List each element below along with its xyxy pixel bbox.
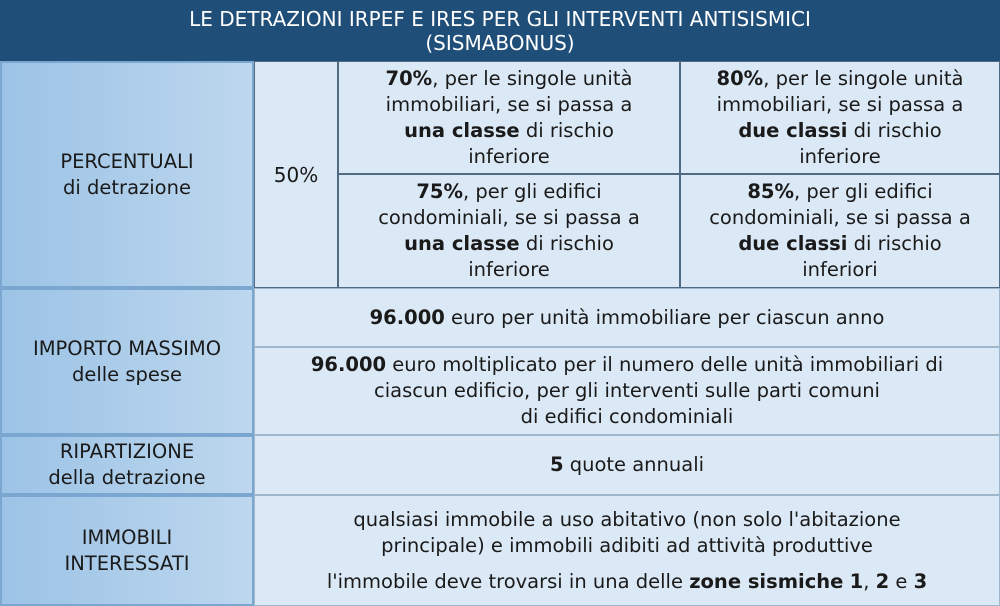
pct-75-class: una classe <box>404 232 520 255</box>
importo-row-2 <box>254 347 1000 435</box>
pct-80-class: due classi <box>738 118 848 142</box>
base-percentage-value: 50% <box>273 162 319 187</box>
label-importo-line-2: delle spese <box>71 362 183 386</box>
immobili-text-2: principale) e immobili adibiti ad attività produttive <box>381 533 873 557</box>
pct-80-value: 80% <box>716 66 764 90</box>
label-percentuali-line-1: PERCENTUALI <box>60 149 194 173</box>
pct-70-text-3: di rischio <box>519 118 614 142</box>
pct-cell-85 <box>680 174 1000 288</box>
label-immobili-line-2: INTERESSATI <box>64 551 190 575</box>
immobili-zone-sep-1: , <box>863 569 876 593</box>
pct-80-text-3: di rischio <box>847 118 942 142</box>
importo-row-2-amount: 96.000 <box>310 353 387 376</box>
label-ripartizione <box>0 435 254 495</box>
pct-75-text-1: , per gli edifici <box>463 180 602 203</box>
importo-row-1-text: euro per unità immobiliare per ciascun anno <box>444 305 885 329</box>
pct-85-text-3: di rischio <box>847 232 942 255</box>
label-importo <box>0 288 254 435</box>
pct-85-text-2: condominiali, se si passa a <box>709 206 971 229</box>
pct-70-class: una classe <box>404 118 520 142</box>
immobili-zone-prefix: l'immobile deve trovarsi in una delle <box>326 569 690 593</box>
title-line-1: LE DETRAZIONI IRPEF E IRES PER GLI INTERVENTI ANTISISMICI <box>189 6 811 31</box>
pct-70-text-2: immobiliari, se si passa a <box>385 92 633 116</box>
label-ripartizione-line-1: RIPARTIZIONE <box>59 440 195 463</box>
immobili-text-1: qualsiasi immobile a uso abitativo (non solo l'abitazione <box>353 507 901 531</box>
title-line-2: (SISMABONUS) <box>425 30 575 55</box>
immobili-zone-sep-2: e <box>889 569 914 593</box>
immobili-value <box>254 495 1000 606</box>
pct-cell-70 <box>338 61 680 174</box>
immobili-zone-1: 1 <box>849 569 864 593</box>
ripartizione-text: quote annuali <box>563 453 705 476</box>
immobili-zone-2: 2 <box>875 569 890 593</box>
label-immobili <box>0 495 254 606</box>
label-importo-line-1: IMPORTO MASSIMO <box>32 336 222 360</box>
pct-80-text-1: , per le singole unità <box>763 66 964 90</box>
pct-75-value: 75% <box>416 180 464 203</box>
base-percentage <box>254 61 338 288</box>
table-title <box>0 0 1000 61</box>
pct-cell-75 <box>338 174 680 288</box>
pct-75-text-3: di rischio <box>519 232 614 255</box>
ripartizione-value <box>254 435 1000 495</box>
immobili-zone-3: 3 <box>913 569 928 593</box>
importo-row-1-amount: 96.000 <box>369 305 445 329</box>
importo-row-2-text-2: ciascun edificio, per gli interventi sulle parti comuni <box>374 379 880 402</box>
pct-75-text-2: condominiali, se si passa a <box>378 206 640 229</box>
pct-75-text-4: inferiore <box>468 258 550 281</box>
pct-85-value: 85% <box>747 180 795 203</box>
immobili-text-3 <box>327 569 927 595</box>
importo-row-1 <box>254 288 1000 347</box>
pct-80-text-2: immobiliari, se si passa a <box>716 92 964 116</box>
label-percentuali <box>0 61 254 288</box>
immobili-zone-label: zone sismiche <box>689 569 844 593</box>
pct-70-text-4: inferiore <box>468 144 550 168</box>
pct-70-value: 70% <box>385 66 433 90</box>
pct-85-class: due classi <box>738 232 848 255</box>
importo-row-2-text-3: di edifici condominiali <box>520 405 734 428</box>
pct-85-text-4: inferiori <box>802 258 878 281</box>
ripartizione-count: 5 <box>549 453 564 476</box>
pct-cell-80 <box>680 61 1000 174</box>
label-ripartizione-line-2: della detrazione <box>48 466 206 489</box>
pct-85-text-1: , per gli edifici <box>794 180 933 203</box>
label-percentuali-line-2: di detrazione <box>63 175 191 199</box>
importo-row-2-text-1: euro moltiplicato per il numero delle unità immobiliari di <box>386 353 944 376</box>
pct-80-text-4: inferiore <box>799 144 881 168</box>
label-immobili-line-1: IMMOBILI <box>81 525 173 549</box>
pct-70-text-1: , per le singole unità <box>432 66 633 90</box>
